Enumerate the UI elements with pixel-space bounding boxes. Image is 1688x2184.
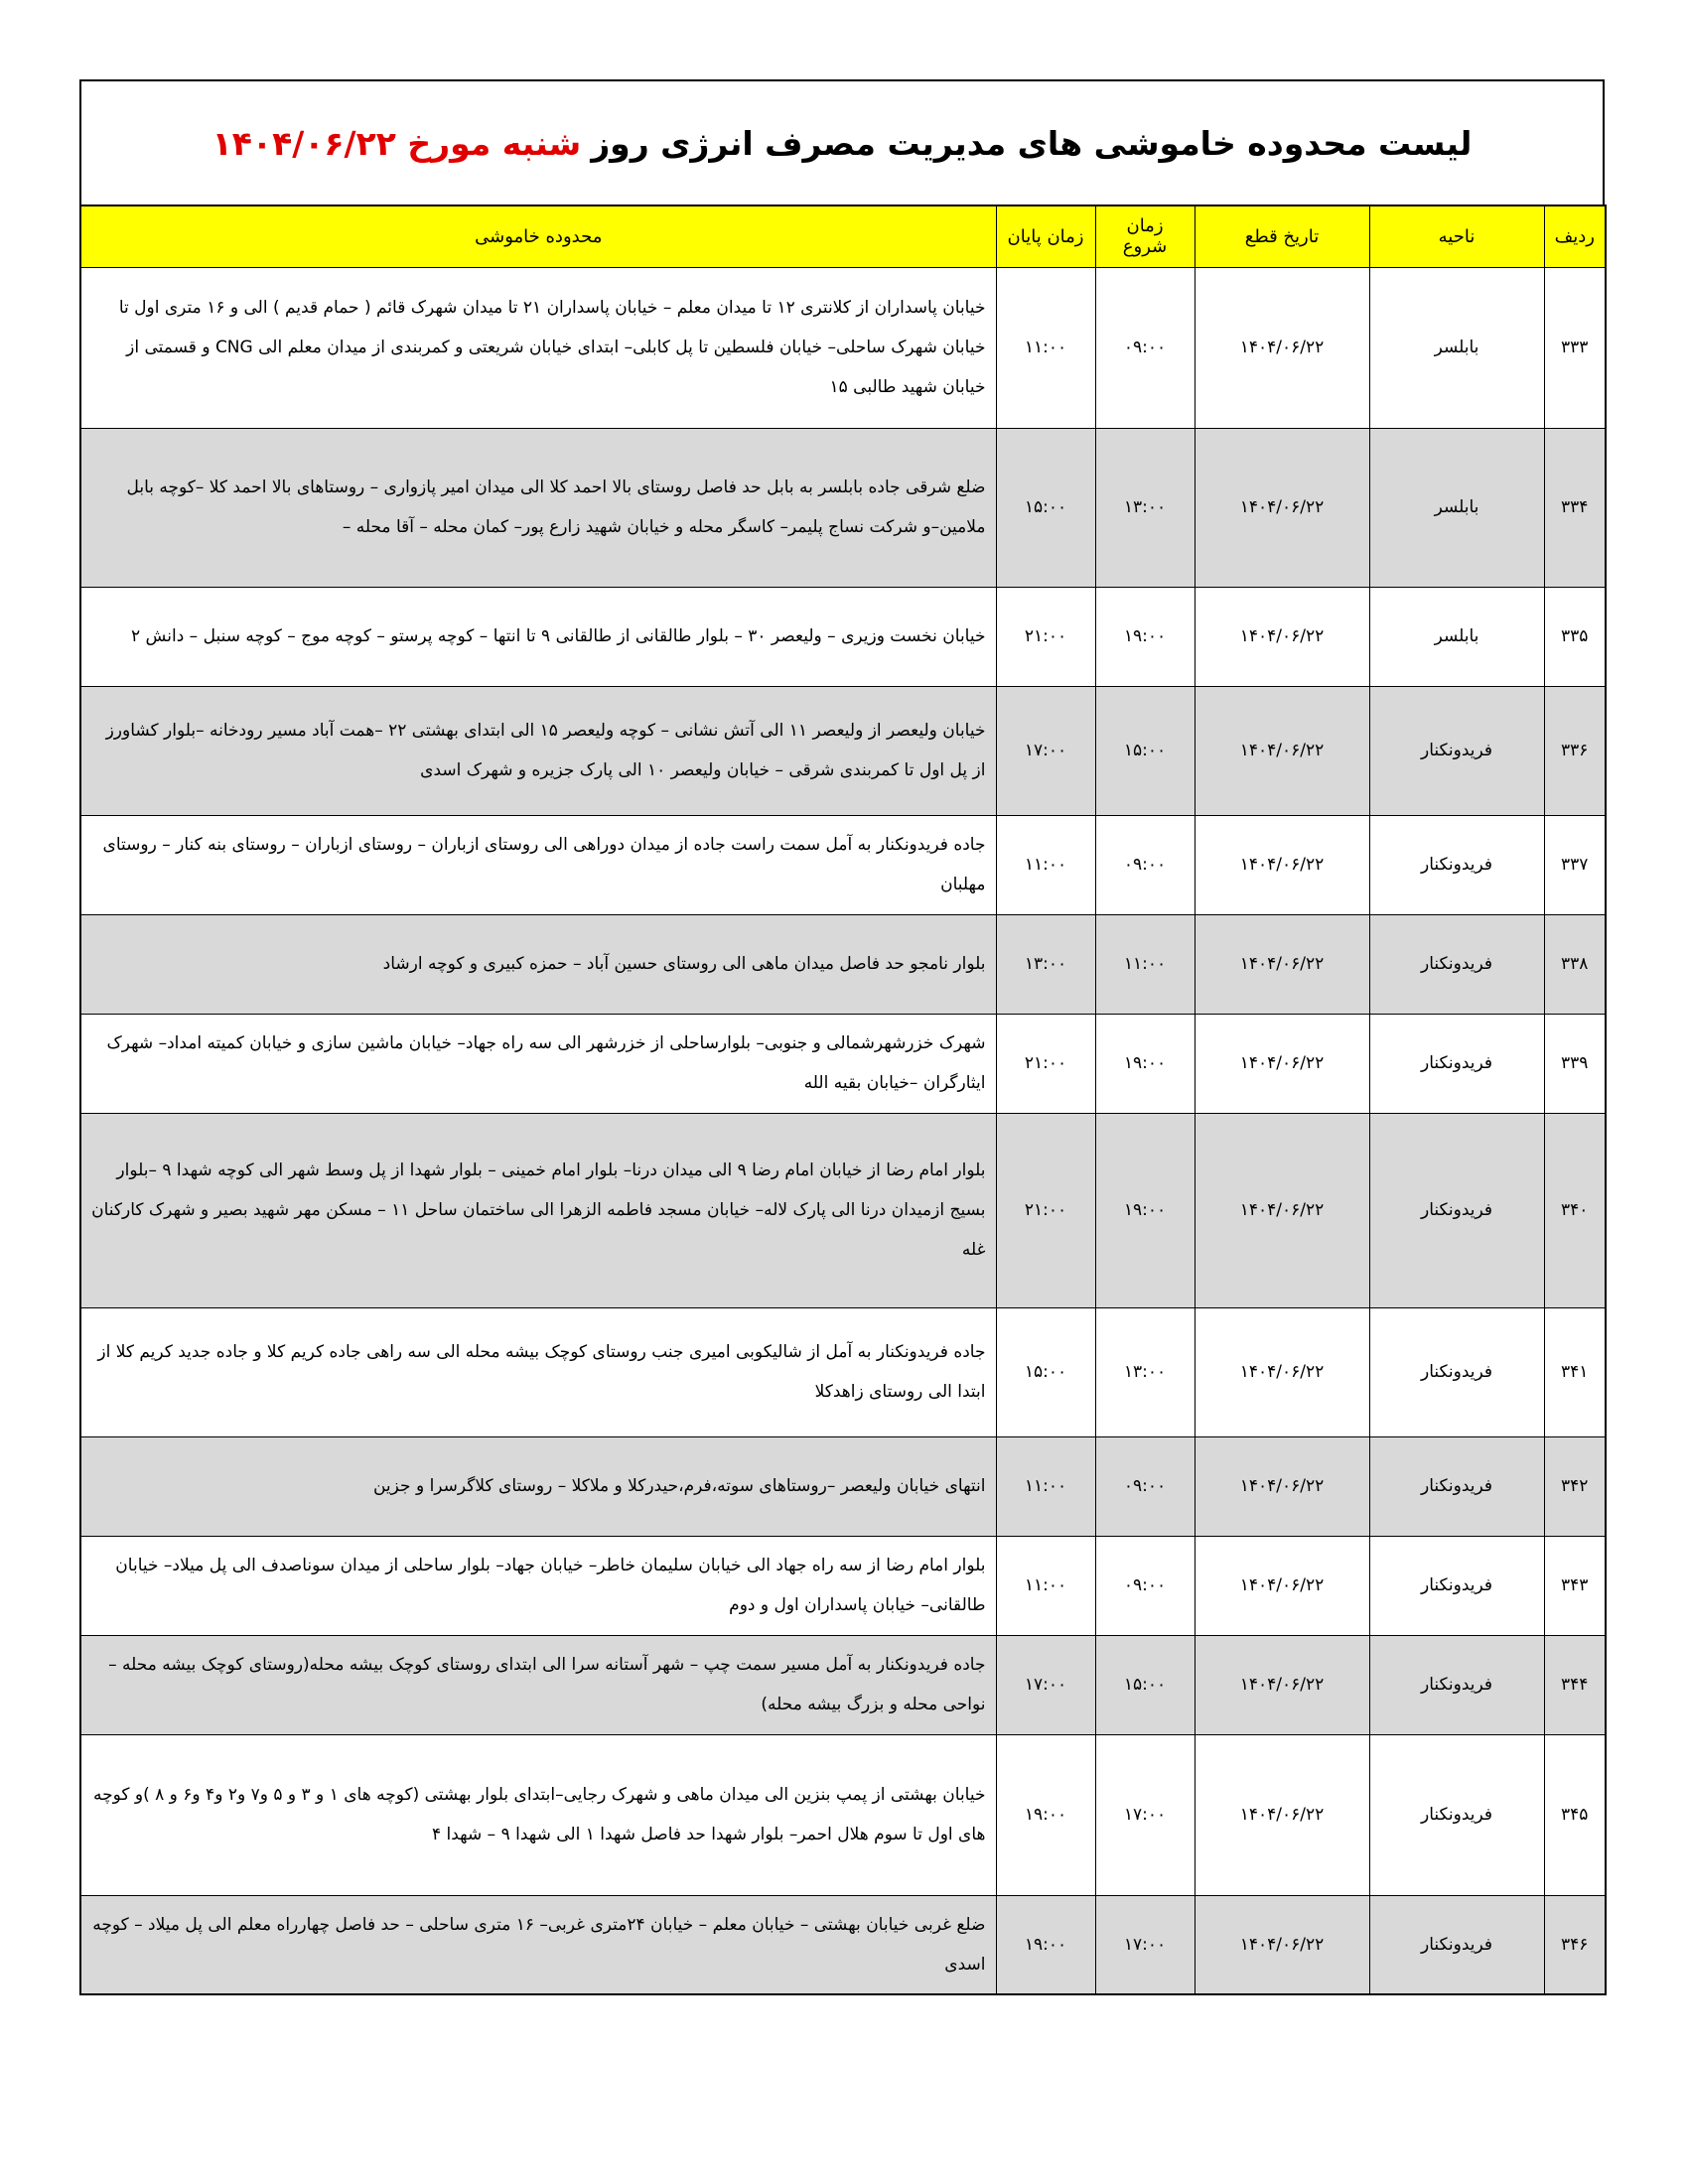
col-header-area: محدوده خاموشی bbox=[80, 205, 996, 267]
date-cell: ۱۴۰۴/۰۶/۲۲ bbox=[1195, 1536, 1369, 1635]
table-row bbox=[80, 1734, 1606, 1895]
start-time-cell: ۰۹:۰۰ bbox=[1095, 1536, 1195, 1635]
date-cell: ۱۴۰۴/۰۶/۲۲ bbox=[1195, 267, 1369, 428]
end-time-cell: ۱۷:۰۰ bbox=[996, 686, 1095, 815]
page-title bbox=[79, 79, 1605, 205]
area-cell: ضلع غربی خیابان بهشتی – خیابان معلم – خیابان ۲۴متری غربی– ۱۶ متری ساحلی – حد فاصل چهارراه معلم الی پل میلاد – کوچه اسدی bbox=[80, 1895, 996, 1994]
district-cell: فریدونکنار bbox=[1369, 1113, 1544, 1307]
end-time-cell: ۲۱:۰۰ bbox=[996, 1113, 1095, 1307]
district-cell: بابلسر bbox=[1369, 587, 1544, 686]
title-date: شنبه مورخ ۱۴۰۴/۰۶/۲۲ bbox=[211, 123, 582, 163]
title-main: لیست محدوده خاموشی های مدیریت مصرف انرژی روز bbox=[591, 123, 1473, 163]
table-row bbox=[80, 1895, 1606, 1994]
row-number-cell: ۳۴۰ bbox=[1544, 1113, 1606, 1307]
end-time-cell: ۲۱:۰۰ bbox=[996, 587, 1095, 686]
row-number-cell: ۳۳۳ bbox=[1544, 267, 1606, 428]
area-cell: خیابان بهشتی از پمپ بنزین الی میدان ماهی و شهرک رجایی–ابتدای بلوار بهشتی (کوچه های ۱ و ۳ و ۵ و۷ و۲ و۴ و۶ و ۸ )و کوچه های اول تا سوم هلال احمر– بلوار شهدا حد فاصل شهدا ۱ الی شهدا ۹ – شهدا ۴ bbox=[80, 1734, 996, 1895]
area-cell: بلوار نامجو حد فاصل میدان ماهی الی روستای حسین آباد – حمزه کبیری و کوچه ارشاد bbox=[80, 914, 996, 1014]
district-cell: فریدونکنار bbox=[1369, 1014, 1544, 1113]
col-header-row-number: ردیف bbox=[1544, 205, 1606, 267]
end-time-cell: ۱۱:۰۰ bbox=[996, 1436, 1095, 1536]
district-cell: فریدونکنار bbox=[1369, 815, 1544, 914]
district-cell: فریدونکنار bbox=[1369, 1536, 1544, 1635]
row-number-cell: ۳۳۶ bbox=[1544, 686, 1606, 815]
end-time-cell: ۱۹:۰۰ bbox=[996, 1734, 1095, 1895]
row-number-cell: ۳۴۳ bbox=[1544, 1536, 1606, 1635]
district-cell: فریدونکنار bbox=[1369, 1895, 1544, 1994]
row-number-cell: ۳۳۵ bbox=[1544, 587, 1606, 686]
area-cell: جاده فریدونکنار به آمل مسیر سمت چپ – شهر آستانه سرا الی ابتدای روستای کوچک بیشه محله(روستای کوچک بیشه محله – نواحی محله و بزرگ بیشه محله) bbox=[80, 1635, 996, 1734]
district-cell: فریدونکنار bbox=[1369, 914, 1544, 1014]
district-cell: فریدونکنار bbox=[1369, 686, 1544, 815]
row-number-cell: ۳۴۴ bbox=[1544, 1635, 1606, 1734]
start-time-cell: ۱۳:۰۰ bbox=[1095, 428, 1195, 587]
table-row bbox=[80, 815, 1606, 914]
start-time-cell: ۱۱:۰۰ bbox=[1095, 914, 1195, 1014]
start-time-cell: ۱۹:۰۰ bbox=[1095, 1014, 1195, 1113]
date-cell: ۱۴۰۴/۰۶/۲۲ bbox=[1195, 686, 1369, 815]
col-header-end-time: زمان پایان bbox=[996, 205, 1095, 267]
start-time-cell: ۱۵:۰۰ bbox=[1095, 1635, 1195, 1734]
start-time-cell: ۱۷:۰۰ bbox=[1095, 1734, 1195, 1895]
row-number-cell: ۳۳۹ bbox=[1544, 1014, 1606, 1113]
date-cell: ۱۴۰۴/۰۶/۲۲ bbox=[1195, 1734, 1369, 1895]
date-cell: ۱۴۰۴/۰۶/۲۲ bbox=[1195, 1113, 1369, 1307]
end-time-cell: ۲۱:۰۰ bbox=[996, 1014, 1095, 1113]
district-cell: بابلسر bbox=[1369, 267, 1544, 428]
start-time-cell: ۱۵:۰۰ bbox=[1095, 686, 1195, 815]
col-header-start-time: زمان شروع bbox=[1095, 205, 1195, 267]
area-cell: انتهای خیابان ولیعصر –روستاهای سوته،فرم،حیدرکلا و ملاکلا – روستای کلاگرسرا و جزین bbox=[80, 1436, 996, 1536]
end-time-cell: ۱۹:۰۰ bbox=[996, 1895, 1095, 1994]
district-cell: فریدونکنار bbox=[1369, 1734, 1544, 1895]
area-cell: شهرک خزرشهرشمالی و جنوبی– بلوارساحلی از خزرشهر الی سه راه جهاد– خیابان ماشین سازی و خیابان کمیته امداد– شهرک ایثارگران –خیابان بقیه الله bbox=[80, 1014, 996, 1113]
start-time-cell: ۰۹:۰۰ bbox=[1095, 267, 1195, 428]
row-number-cell: ۳۴۵ bbox=[1544, 1734, 1606, 1895]
table-row bbox=[80, 914, 1606, 1014]
start-time-cell: ۱۹:۰۰ bbox=[1095, 1113, 1195, 1307]
table-row bbox=[80, 686, 1606, 815]
end-time-cell: ۱۵:۰۰ bbox=[996, 428, 1095, 587]
table-row bbox=[80, 428, 1606, 587]
row-number-cell: ۳۳۴ bbox=[1544, 428, 1606, 587]
end-time-cell: ۱۵:۰۰ bbox=[996, 1307, 1095, 1436]
row-number-cell: ۳۴۶ bbox=[1544, 1895, 1606, 1994]
start-time-cell: ۱۳:۰۰ bbox=[1095, 1307, 1195, 1436]
date-cell: ۱۴۰۴/۰۶/۲۲ bbox=[1195, 1014, 1369, 1113]
end-time-cell: ۱۱:۰۰ bbox=[996, 1536, 1095, 1635]
district-cell: فریدونکنار bbox=[1369, 1635, 1544, 1734]
table-row bbox=[80, 1113, 1606, 1307]
start-time-cell: ۰۹:۰۰ bbox=[1095, 815, 1195, 914]
area-cell: جاده فریدونکنار به آمل سمت راست جاده از میدان دوراهی الی روستای ازباران – روستای ازباران – روستای بنه کنار – روستای مهلبان bbox=[80, 815, 996, 914]
area-cell: ضلع شرقی جاده بابلسر به بابل حد فاصل روستای بالا احمد کلا الی میدان امیر پازواری – روستاهای بالا احمد کلا –کوچه بابل ملامین–و شرکت نساج پلیمر– کاسگر محله و خیابان شهید زارع پور– کمان محله – آقا محله – bbox=[80, 428, 996, 587]
district-cell: فریدونکنار bbox=[1369, 1307, 1544, 1436]
table-row bbox=[80, 1307, 1606, 1436]
start-time-cell: ۰۹:۰۰ bbox=[1095, 1436, 1195, 1536]
date-cell: ۱۴۰۴/۰۶/۲۲ bbox=[1195, 428, 1369, 587]
area-cell: خیابان نخست وزیری – ولیعصر ۳۰ – بلوار طالقانی از طالقانی ۹ تا انتها – کوچه پرستو – کوچه موج – کوچه سنبل – دانش ۲ bbox=[80, 587, 996, 686]
date-cell: ۱۴۰۴/۰۶/۲۲ bbox=[1195, 1436, 1369, 1536]
table-row bbox=[80, 1014, 1606, 1113]
date-cell: ۱۴۰۴/۰۶/۲۲ bbox=[1195, 1307, 1369, 1436]
end-time-cell: ۱۳:۰۰ bbox=[996, 914, 1095, 1014]
area-cell: خیابان پاسداران از کلانتری ۱۲ تا میدان معلم – خیابان پاسداران ۲۱ تا میدان شهرک قائم ( حمام قدیم ) الی و ۱۶ متری اول تا خیابان شهرک ساحلی– خیابان فلسطین تا پل کابلی– ابتدای خیابان شریعتی و کمربندی از میدان معلم الی CNG و قسمتی از خیابان شهید طالبی ۱۵ bbox=[80, 267, 996, 428]
row-number-cell: ۳۴۲ bbox=[1544, 1436, 1606, 1536]
area-cell: بلوار امام رضا از خیابان امام رضا ۹ الی میدان درنا– بلوار امام خمینی – بلوار شهدا از پل وسط شهر الی کوچه شهدا ۹ –بلوار بسیج ازمیدان درنا الی پارک لاله– خیابان مسجد فاطمه الزهرا الی ساختمان ساحل ۱۱ – مسکن مهر شهید بصیر و شهرک کارکنان غله bbox=[80, 1113, 996, 1307]
date-cell: ۱۴۰۴/۰۶/۲۲ bbox=[1195, 914, 1369, 1014]
date-cell: ۱۴۰۴/۰۶/۲۲ bbox=[1195, 1635, 1369, 1734]
row-number-cell: ۳۳۸ bbox=[1544, 914, 1606, 1014]
date-cell: ۱۴۰۴/۰۶/۲۲ bbox=[1195, 587, 1369, 686]
table-row bbox=[80, 1436, 1606, 1536]
end-time-cell: ۱۱:۰۰ bbox=[996, 267, 1095, 428]
end-time-cell: ۱۱:۰۰ bbox=[996, 815, 1095, 914]
blackout-schedule-sheet bbox=[79, 79, 1605, 1995]
col-header-date: تاریخ قطع bbox=[1195, 205, 1369, 267]
row-number-cell: ۳۳۷ bbox=[1544, 815, 1606, 914]
start-time-cell: ۱۹:۰۰ bbox=[1095, 587, 1195, 686]
end-time-cell: ۱۷:۰۰ bbox=[996, 1635, 1095, 1734]
table-header-row bbox=[80, 205, 1606, 267]
area-cell: بلوار امام رضا از سه راه جهاد الی خیابان سلیمان خاطر– خیابان جهاد– بلوار ساحلی از میدان سوناصدف الی پل میلاد– خیابان طالقانی– خیابان پاسداران اول و دوم bbox=[80, 1536, 996, 1635]
col-header-district: ناحیه bbox=[1369, 205, 1544, 267]
district-cell: فریدونکنار bbox=[1369, 1436, 1544, 1536]
table-row bbox=[80, 267, 1606, 428]
blackout-table bbox=[79, 205, 1607, 1995]
table-row bbox=[80, 587, 1606, 686]
area-cell: جاده فریدونکنار به آمل از شالیکوبی امیری جنب روستای کوچک بیشه محله الی سه راهی جاده کریم کلا و جاده جدید کریم کلا از ابتدا الی روستای زاهدکلا bbox=[80, 1307, 996, 1436]
date-cell: ۱۴۰۴/۰۶/۲۲ bbox=[1195, 1895, 1369, 1994]
area-cell: خیابان ولیعصر از ولیعصر ۱۱ الی آتش نشانی – کوچه ولیعصر ۱۵ الی ابتدای بهشتی ۲۲ –همت آباد مسیر رودخانه –بلوار کشاورز از پل اول تا کمربندی شرقی – خیابان ولیعصر ۱۰ الی پارک جزیره و شهرک اسدی bbox=[80, 686, 996, 815]
table-row bbox=[80, 1536, 1606, 1635]
district-cell: بابلسر bbox=[1369, 428, 1544, 587]
row-number-cell: ۳۴۱ bbox=[1544, 1307, 1606, 1436]
table-row bbox=[80, 1635, 1606, 1734]
date-cell: ۱۴۰۴/۰۶/۲۲ bbox=[1195, 815, 1369, 914]
start-time-cell: ۱۷:۰۰ bbox=[1095, 1895, 1195, 1994]
